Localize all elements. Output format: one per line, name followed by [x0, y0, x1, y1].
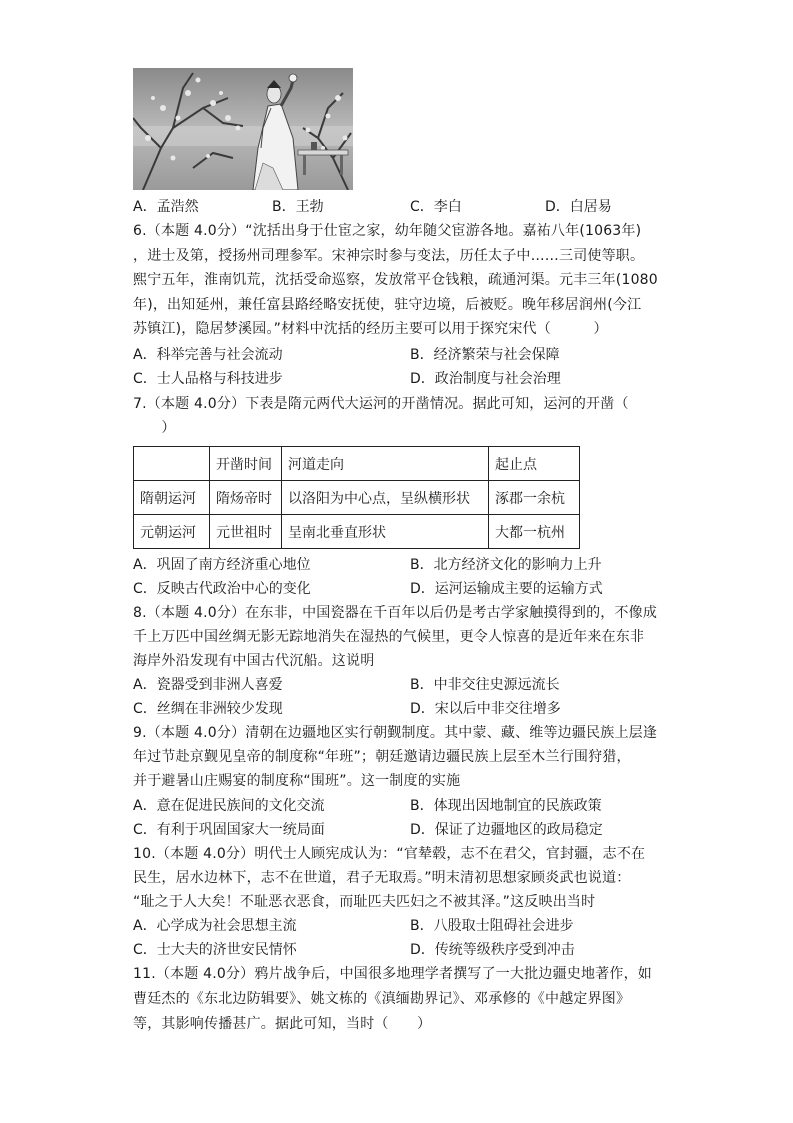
table-cell: 元朝运河	[134, 515, 210, 549]
q10-option-c[interactable]: C．士大夫的济世安民情怀	[133, 942, 297, 958]
q9-option-b[interactable]: B．体现出因地制宜的民族政策	[410, 798, 602, 814]
table-row	[134, 481, 580, 515]
q7-text-line: ）	[133, 420, 176, 436]
q6-option-d[interactable]: D．政治制度与社会治理	[410, 371, 561, 387]
q10-text-line: 10.（本题 4.0分）明代士人顾宪成认为：“官辇毂，志不在君父，官封疆，志不在	[133, 846, 646, 862]
table-cell: 隋炀帝时	[210, 481, 282, 515]
q10-option-a[interactable]: A．心学成为社会思想主流	[133, 918, 297, 934]
q6-option-b[interactable]: B．经济繁荣与社会保障	[410, 347, 560, 363]
q7-text-line: 7.（本题 4.0分）下表是隋元两代大运河的开凿情况。据此可知，运河的开凿（	[133, 396, 629, 412]
q5-option-a[interactable]: A．孟浩然	[133, 199, 199, 215]
poet-painting-image	[133, 68, 353, 190]
q9-text-line: 9.（本题 4.0分）清朝在边疆地区实行朝觐制度。其中蒙、藏、维等边疆民族上层逢	[133, 725, 658, 741]
q8-text-line: 千上万匹中国丝绸无影无踪地消失在湿热的气候里，更令人惊喜的是近年来在东非	[133, 629, 645, 645]
q11-text-line: 等，其影响传播甚广。据此可知，当时（ ）	[133, 1016, 432, 1032]
table-cell: 元世祖时	[210, 515, 282, 549]
q7-option-d[interactable]: D．运河运输成主要的运输方式	[410, 581, 603, 597]
q10-option-d[interactable]: D．传统等级秩序受到冲击	[410, 942, 575, 958]
q6-option-c[interactable]: C．士人品格与科技进步	[133, 371, 283, 387]
table-header-cell: 起止点	[489, 447, 580, 481]
q10-text-line: 民生，居水边林下，志不在世道，君子无取焉。”明末清初思想家顾炎武也说道：	[133, 870, 631, 886]
q6-option-a[interactable]: A．科举完善与社会流动	[133, 347, 283, 363]
q5-option-d[interactable]: D．白居易	[545, 199, 612, 215]
q11-text-line: 曹廷杰的《东北边防辑要》、姚文栋的《滇缅勘界记》、邓承修的《中越定界图》	[133, 991, 631, 1007]
table-header-cell: 河道走向	[282, 447, 489, 481]
q7-option-a[interactable]: A．巩固了南方经济重心地位	[133, 557, 311, 573]
q9-text-line: 并于避暑山庄赐宴的制度称“围班”。这一制度的实施	[133, 773, 461, 789]
q9-option-d[interactable]: D．保证了边疆地区的政局稳定	[410, 822, 603, 838]
q8-option-c[interactable]: C．丝绸在非洲较少发现	[133, 701, 283, 717]
q8-option-b[interactable]: B．中非交往史源远流长	[410, 677, 560, 693]
q6-text-line: 苏镇江)，隐居梦溪园。”材料中沈括的经历主要可以用于探究宋代（ ）	[133, 321, 608, 337]
table-row	[134, 515, 580, 549]
q10-text-line: “耻之于人大矣！不耻恶衣恶食，而耻匹夫匹妇之不被其泽。”这反映出当时	[133, 894, 596, 910]
q5-option-b[interactable]: B．王勃	[272, 199, 324, 215]
q10-option-b[interactable]: B．八股取士阻碍社会进步	[410, 918, 574, 934]
table-cell: 以洛阳为中心点，呈纵横形状	[282, 481, 489, 515]
q9-option-a[interactable]: A．意在促进民族间的文化交流	[133, 798, 325, 814]
q9-text-line: 年过节赴京觐见皇帝的制度称“年班”；朝廷邀请边疆民族上层至木兰行围狩猎，	[133, 749, 631, 765]
table-header-row	[134, 447, 580, 481]
q7-option-c[interactable]: C．反映古代政治中心的变化	[133, 581, 311, 597]
q8-text-line: 8.（本题 4.0分）在东非，中国瓷器在千百年以后仍是考古学家触摸得到的，不像成	[133, 605, 658, 621]
q9-option-c[interactable]: C．有利于巩固国家大一统局面	[133, 822, 325, 838]
canal-table	[133, 446, 580, 549]
q6-text-line: ，进士及第，授扬州司理参军。宋神宗时参与变法，历任太子中……三司使等职。	[133, 248, 645, 264]
q8-option-d[interactable]: D．宋以后中非交往增多	[410, 701, 561, 717]
table-header-cell	[134, 447, 210, 481]
q7-option-b[interactable]: B．北方经济文化的影响力上升	[410, 557, 602, 573]
table-cell: 大都一杭州	[489, 515, 580, 549]
painting-svg	[133, 68, 353, 190]
q8-text-line: 海岸外沿发现有中国古代沉船。这说明	[133, 653, 375, 669]
table-header-cell: 开凿时间	[210, 447, 282, 481]
table-cell: 涿郡一余杭	[489, 481, 580, 515]
q5-option-c[interactable]: C．李白	[410, 199, 462, 215]
table-cell: 隋朝运河	[134, 481, 210, 515]
table-cell: 呈南北垂直形状	[282, 515, 489, 549]
q11-text-line: 11.（本题 4.0分）鸦片战争后，中国很多地理学者撰写了一大批边疆史地著作，如	[133, 966, 652, 982]
q6-text-line: 6.（本题 4.0分）“沈括出身于仕宦之家，幼年随父宦游各地。嘉祐八年(1063年)	[133, 223, 642, 239]
q6-text-line: 年)，出知延州，兼任富县路经略安抚使，驻守边境，后被贬。晚年移居润州(今江	[133, 297, 642, 313]
q8-option-a[interactable]: A．瓷器受到非洲人喜爱	[133, 677, 283, 693]
q6-text-line: 熙宁五年，淮南饥荒，沈括受命巡察，发放常平仓钱粮，疏通河渠。元丰三年(1080	[133, 272, 658, 288]
